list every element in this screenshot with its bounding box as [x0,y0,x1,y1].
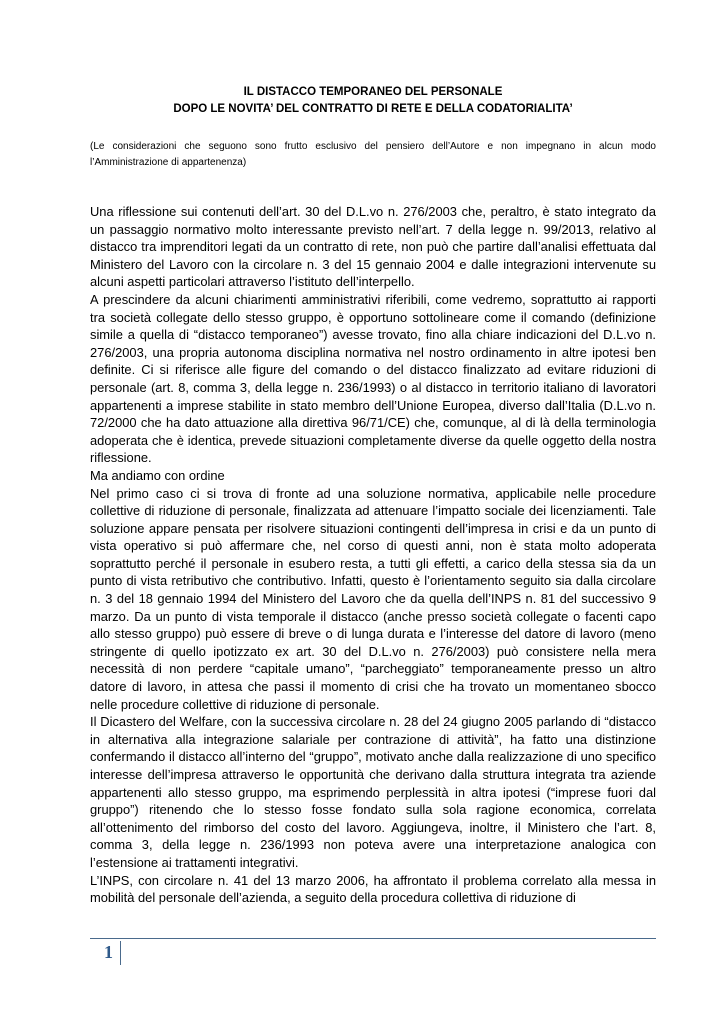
author-disclaimer-note: (Le considerazioni che seguono sono frutto esclusivo del pensiero dell’Autore e non impegnano in alcun modo l’Amministrazione di appartenenza) [90,141,656,168]
footer-divider [90,938,656,939]
body-paragraph: A prescindere da alcuni chiarimenti amministrativi riferibili, come vedremo, soprattutto ai rapporti tra società collegate dello stesso gruppo, è opportuno sottolineare come il comando (definizione simile a quella di “distacco temporaneo”) avesse trovato, fino alla chiare indicazioni del D.L.vo n. 276/2003, una propria autonoma disciplina normativa nel nostro ordinamento in altre ipotesi ben definite. Ci si riferisce alle figure del comando o del distacco finalizzato ad evitare riduzioni di personale (art. 8, comma 3, della legge n. 236/1993) o al distacco in territorio italiano di lavoratori appartenenti a imprese stabilite in stato membro dell’Unione Europea, diverso dall’Italia (D.L.vo n. 72/2000 che ha dato attuazione alla direttiva 96/71/CE) che, comunque, al di là della terminologia adoperata che è identica, prevede situazioni completamente diverse da quelle oggetto della nostra riflessione. [90,291,656,466]
document-title-line-1: IL DISTACCO TEMPORANEO DEL PERSONALE [243,86,503,98]
body-paragraph: Ma andiamo con ordine [90,467,225,483]
document-title-line-2: DOPO LE NOVITA’ DEL CONTRATTO DI RETE E DELLA CODATORIALITA’ [173,103,573,115]
page-number-divider [120,941,121,965]
body-paragraph: Il Dicastero del Welfare, con la successiva circolare n. 28 del 24 giugno 2005 parlando di “distacco in alternativa alla integrazione salariale per contrazione di attività”, ha fatto una distinzione confermando il distacco all’interno del “gruppo”, motivato anche dalla realizzazione di uno specifico interesse dell’impresa attraverso le opportunità che derivano dalla struttura integrata tra aziende appartenenti allo stesso gruppo, ma esprimendo perplessità in altra ipotesi (“imprese fuori dal gruppo”) ritenendo che lo stesso fosse fondato sulla sola ragione economica, correlata all’ottenimento del rimborso del costo del lavoro. Aggiungeva, inoltre, il Ministero che l’art. 8, comma 3, della legge n. 236/1993 non poteva avere una interpretazione analogica con l’estensione ai trattamenti integrativi. [90,714,656,870]
page-number: 1 [104,942,113,962]
document-body [90,203,656,907]
body-paragraph: Nel primo caso ci si trova di fronte ad una soluzione normativa, applicabile nelle procedure collettive di riduzione di personale, finalizzata ad attenuare l’impatto sociale dei licenziamenti. Tale soluzione appare pensata per risolvere situazioni contingenti dell’impresa in crisi e da un punto di vista operativo si può affermare che, nel corso di questi anni, non è stata molto adoperata soprattutto perché il personale in esubero resta, a tutti gli effetti, a carico della stessa sia da un punto di vista retributivo che contributivo. Infatti, questo è l’orientamento seguito sia dalla circolare n. 3 del 18 gennaio 1994 del Ministero del Lavoro che da quella dell’INPS n. 81 del successivo 9 marzo. Da un punto di vista temporale il distacco (anche presso società collegate o facenti capo allo stesso gruppo) può essere di breve o di lunga durata e l’interesse del datore di lavoro (meno stringente di quello ipotizzato ex art. 30 del D.L.vo n. 276/2003) può consistere nella mera necessità di non perdere “capitale umano”, “parcheggiato” temporaneamente presso un altro datore di lavoro, in attesa che passi il momento di crisi che ha trovato un momentaneo sbocco nelle procedure collettive di riduzione di personale. [90,485,656,712]
body-paragraph: Una riflessione sui contenuti dell’art. 30 del D.L.vo n. 276/2003 che, peraltro, è stato integrato da un passaggio normativo molto interessante previsto nell’art. 7 della legge n. 99/2013, relativo al distacco tra imprenditori legati da un contratto di rete, non può che partire dall’analisi effettuata dal Ministero del Lavoro con la circolare n. 3 del 15 gennaio 2004 e dalle integrazioni intervenute su alcuni aspetti particolari attraverso l’istituto dell’interpello. [90,204,656,290]
body-paragraph: L’INPS, con circolare n. 41 del 13 marzo 2006, ha affrontato il problema correlato alla messa in mobilità del personale dell’azienda, a seguito della procedura collettiva di riduzione di [90,872,656,906]
